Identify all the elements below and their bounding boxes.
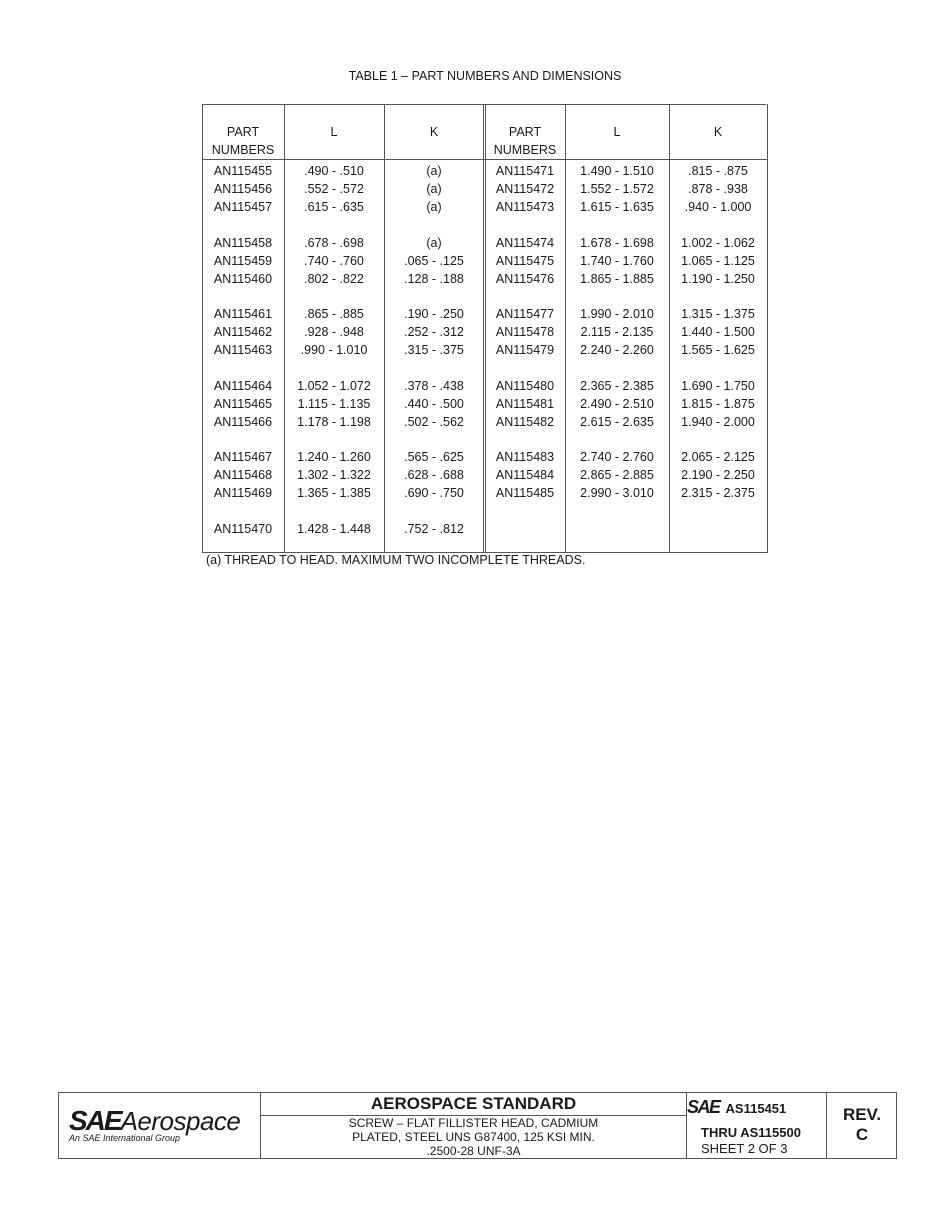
document-description: SCREW – FLAT FILLISTER HEAD, CADMIUM PLATED, STEEL UNS G87400, 125 KSI MIN. .2500-28 UNF-3A xyxy=(348,1116,599,1158)
document-range: THRU AS115500 xyxy=(701,1125,801,1140)
sheet-number: SHEET 2 OF 3 xyxy=(701,1141,788,1156)
cell-part-number: AN115480 xyxy=(495,378,555,393)
cell-k-dimension: .815 - .875 xyxy=(688,164,748,178)
cell-k-dimension: 1.440 - 1.500 xyxy=(681,325,755,339)
header-rule xyxy=(202,159,768,160)
cell-part-number: AN115456 xyxy=(213,182,273,196)
cell-l-dimension: 2.615 - 2.635 xyxy=(580,414,654,429)
footnote: (a) THREAD TO HEAD. MAXIMUM TWO INCOMPLETE THREADS. xyxy=(206,553,586,567)
header-l: L xyxy=(613,125,621,139)
cell-part-number: AN115485 xyxy=(495,486,555,500)
cell-k-dimension: .565 - .625 xyxy=(404,450,464,464)
cell-k-dimension: .440 - .500 xyxy=(404,396,464,411)
header-k: K xyxy=(713,125,723,139)
sae-aerospace-logo: SAEAerospace An SAE International Group xyxy=(69,1105,241,1143)
header-part-numbers: PART NUMBERS xyxy=(493,125,557,157)
cell-l-dimension: 2.740 - 2.760 xyxy=(580,450,654,464)
cell-l-dimension: .552 - .572 xyxy=(304,182,364,196)
title-block xyxy=(58,1092,897,1159)
cell-part-number: AN115470 xyxy=(213,521,273,536)
cell-l-dimension: 1.365 - 1.385 xyxy=(297,486,371,500)
header-k: K xyxy=(429,125,439,139)
cell-l-dimension: .678 - .698 xyxy=(304,235,364,250)
cell-l-dimension: .990 - 1.010 xyxy=(300,343,368,357)
cell-l-dimension: 1.990 - 2.010 xyxy=(580,307,654,321)
cell-part-number: AN115464 xyxy=(213,378,273,393)
cell-l-dimension: 2.240 - 2.260 xyxy=(580,343,654,357)
cell-part-number: AN115460 xyxy=(213,271,273,286)
cell-l-dimension: 1.178 - 1.198 xyxy=(297,414,371,429)
cell-l-dimension: 2.990 - 3.010 xyxy=(580,486,654,500)
cell-part-number: AN115481 xyxy=(495,396,555,411)
cell-k-dimension: .628 - .688 xyxy=(404,468,464,482)
cell-l-dimension: 1.865 - 1.885 xyxy=(580,271,654,286)
cell-k-dimension: 1.940 - 2.000 xyxy=(681,414,755,429)
cell-k-dimension: .940 - 1.000 xyxy=(684,200,752,214)
cell-part-number: AN115455 xyxy=(213,164,273,178)
cell-part-number: AN115465 xyxy=(213,396,273,411)
cell-part-number: AN115467 xyxy=(213,450,273,464)
cell-part-number: AN115476 xyxy=(495,271,555,286)
cell-k-dimension: 2.315 - 2.375 xyxy=(681,486,755,500)
header-l: L xyxy=(330,125,338,139)
cell-k-dimension: 1.565 - 1.625 xyxy=(681,343,755,357)
cell-part-number: AN115474 xyxy=(495,235,555,250)
cell-part-number: AN115459 xyxy=(213,253,273,268)
cell-k-dimension: (a) xyxy=(426,200,442,214)
cell-k-dimension: (a) xyxy=(426,164,442,178)
part-numbers-table xyxy=(202,104,768,553)
cell-k-dimension: .315 - .375 xyxy=(404,343,464,357)
cell-l-dimension: 2.115 - 2.135 xyxy=(580,325,654,339)
cell-part-number: AN115469 xyxy=(213,486,273,500)
table-title: TABLE 1 – PART NUMBERS AND DIMENSIONS xyxy=(348,69,622,83)
cell-part-number: AN115457 xyxy=(213,200,273,214)
revision: REV. C xyxy=(842,1105,882,1144)
header-part-numbers: PART NUMBERS xyxy=(211,125,275,157)
cell-part-number: AN115475 xyxy=(495,253,555,268)
cell-k-dimension: (a) xyxy=(426,235,442,250)
cell-k-dimension: .128 - .188 xyxy=(404,271,464,286)
cell-l-dimension: .802 - .822 xyxy=(304,271,364,286)
cell-part-number: AN115471 xyxy=(495,164,555,178)
document-type: AEROSPACE STANDARD xyxy=(261,1093,686,1116)
cell-part-number: AN115478 xyxy=(495,325,555,339)
cell-l-dimension: 1.490 - 1.510 xyxy=(580,164,654,178)
cell-k-dimension: 1.815 - 1.875 xyxy=(681,396,755,411)
cell-part-number: AN115472 xyxy=(495,182,555,196)
cell-part-number: AN115462 xyxy=(213,325,273,339)
table-border-right xyxy=(767,104,768,553)
cell-k-dimension: .065 - .125 xyxy=(404,253,464,268)
cell-l-dimension: 2.365 - 2.385 xyxy=(580,378,654,393)
cell-k-dimension: 1.190 - 1.250 xyxy=(681,271,755,286)
cell-k-dimension: .252 - .312 xyxy=(404,325,464,339)
cell-part-number: AN115468 xyxy=(213,468,273,482)
cell-l-dimension: 2.865 - 2.885 xyxy=(580,468,654,482)
cell-part-number: AN115477 xyxy=(495,307,555,321)
cell-k-dimension: .878 - .938 xyxy=(688,182,748,196)
cell-k-dimension: .690 - .750 xyxy=(404,486,464,500)
cell-l-dimension: 2.490 - 2.510 xyxy=(580,396,654,411)
cell-l-dimension: 1.240 - 1.260 xyxy=(297,450,371,464)
cell-l-dimension: .490 - .510 xyxy=(304,164,364,178)
cell-l-dimension: 1.740 - 1.760 xyxy=(580,253,654,268)
cell-part-number: AN115458 xyxy=(213,235,273,250)
cell-k-dimension: 1.065 - 1.125 xyxy=(681,253,755,268)
sae-logo-small: SAE xyxy=(687,1097,720,1117)
cell-part-number: AN115463 xyxy=(213,343,273,357)
cell-k-dimension: 2.065 - 2.125 xyxy=(681,450,755,464)
cell-l-dimension: .928 - .948 xyxy=(304,325,364,339)
cell-part-number: AN115479 xyxy=(495,343,555,357)
cell-l-dimension: 1.302 - 1.322 xyxy=(297,468,371,482)
document-number: SAE AS115451 xyxy=(687,1097,787,1117)
table-border-top xyxy=(202,104,766,105)
cell-k-dimension: .190 - .250 xyxy=(404,307,464,321)
cell-l-dimension: 1.428 - 1.448 xyxy=(297,521,371,536)
cell-l-dimension: 1.552 - 1.572 xyxy=(580,182,654,196)
cell-k-dimension: 2.190 - 2.250 xyxy=(681,468,755,482)
cell-l-dimension: .615 - .635 xyxy=(304,200,364,214)
cell-l-dimension: .865 - .885 xyxy=(304,307,364,321)
cell-k-dimension: 1.315 - 1.375 xyxy=(681,307,755,321)
cell-l-dimension: 1.678 - 1.698 xyxy=(580,235,654,250)
cell-part-number: AN115461 xyxy=(213,307,273,321)
cell-l-dimension: .740 - .760 xyxy=(304,253,364,268)
cell-part-number: AN115484 xyxy=(495,468,555,482)
cell-l-dimension: 1.115 - 1.135 xyxy=(297,396,371,411)
cell-part-number: AN115482 xyxy=(495,414,555,429)
cell-k-dimension: .752 - .812 xyxy=(404,521,464,536)
cell-k-dimension: 1.690 - 1.750 xyxy=(681,378,755,393)
cell-part-number: AN115483 xyxy=(495,450,555,464)
cell-part-number: AN115473 xyxy=(495,200,555,214)
cell-l-dimension: 1.615 - 1.635 xyxy=(580,200,654,214)
cell-k-dimension: (a) xyxy=(426,182,442,196)
cell-l-dimension: 1.052 - 1.072 xyxy=(297,378,371,393)
cell-k-dimension: 1.002 - 1.062 xyxy=(681,235,755,250)
cell-k-dimension: .378 - .438 xyxy=(404,378,464,393)
cell-part-number: AN115466 xyxy=(213,414,273,429)
cell-k-dimension: .502 - .562 xyxy=(404,414,464,429)
